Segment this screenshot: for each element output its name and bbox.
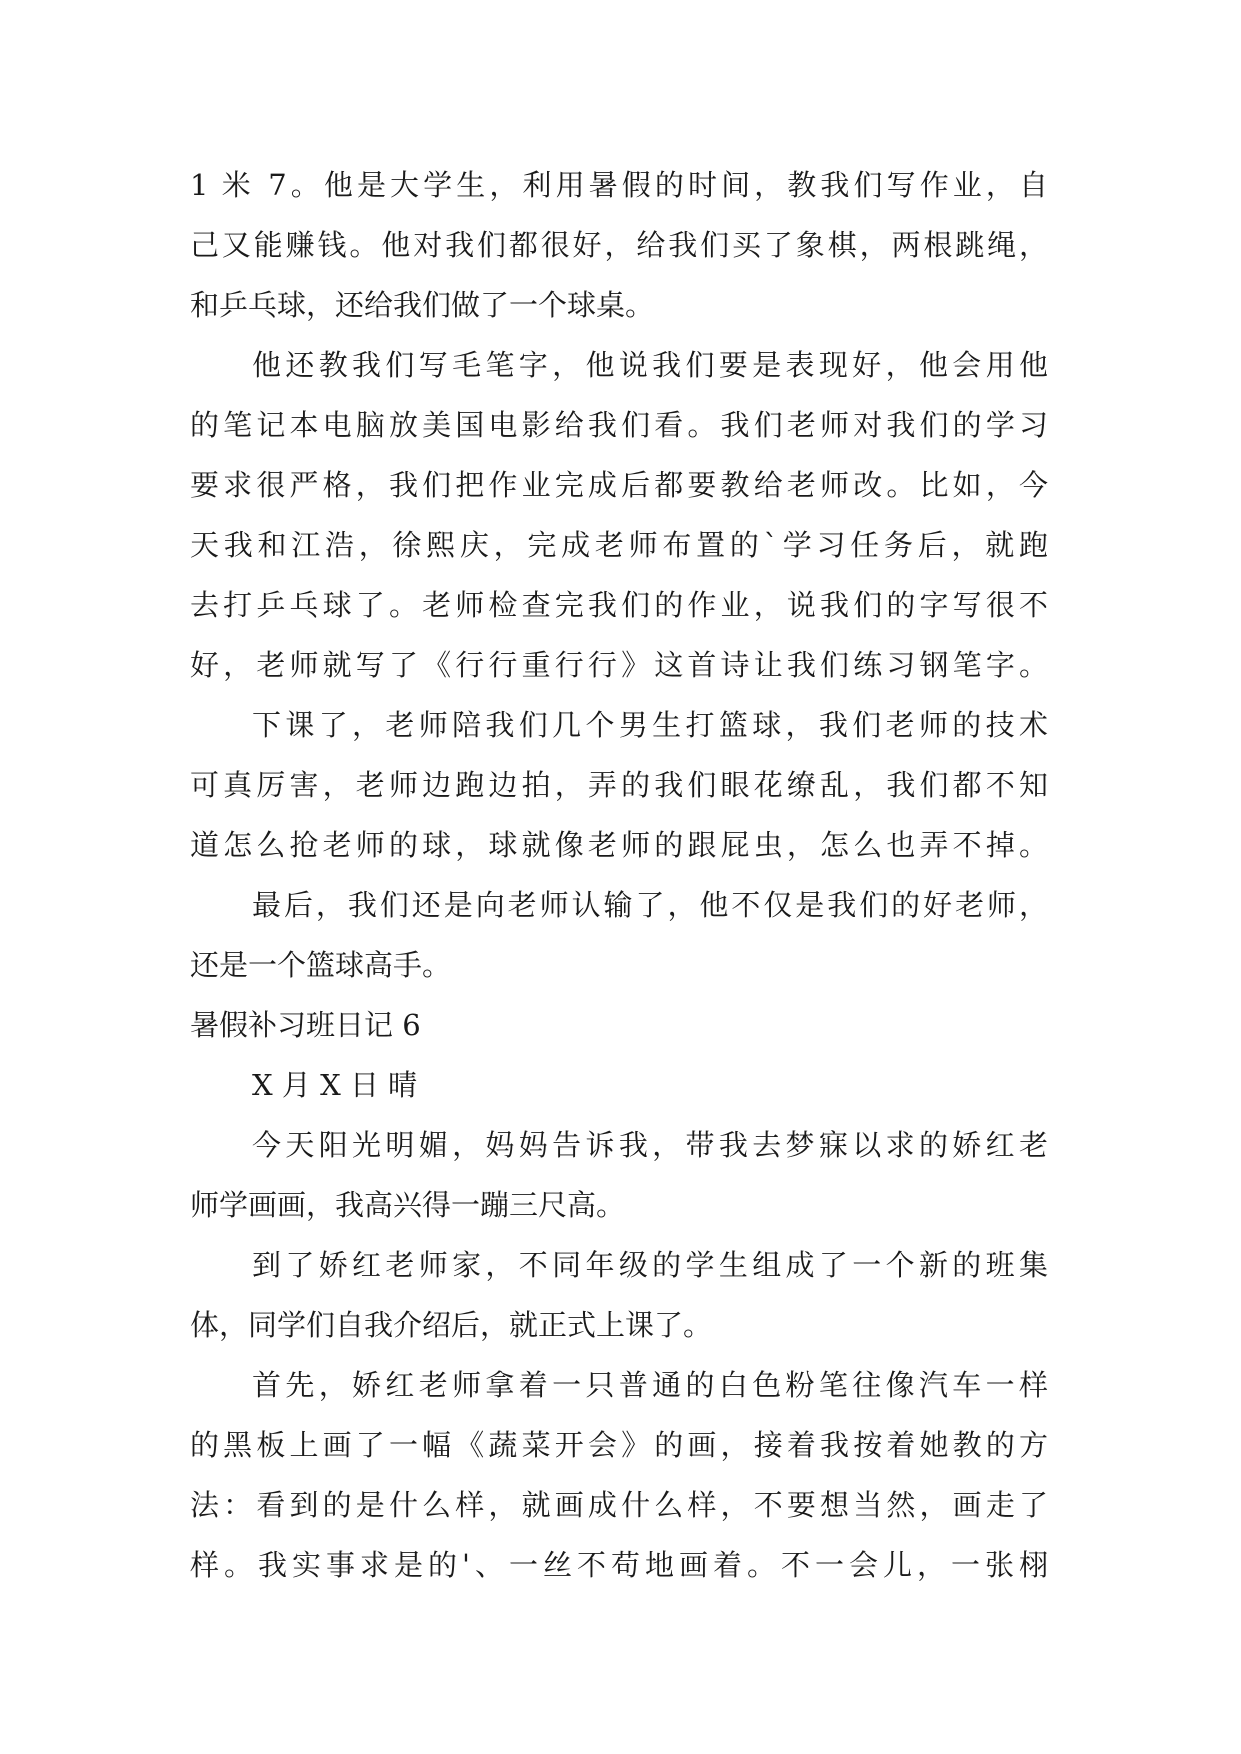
body-line: 1 米 7。他是大学生，利用暑假的时间，教我们写作业，自: [190, 168, 1048, 202]
body-line: 法：看到的是什么样，就画成什么样，不要想当然，画走了: [190, 1488, 1048, 1522]
paragraph-first-line: 下课了，老师陪我们几个男生打篮球，我们老师的技术: [252, 708, 1048, 742]
body-line: 和乒乓球，还给我们做了一个球桌。: [190, 288, 655, 322]
body-line: 要求很严格，我们把作业完成后都要教给老师改。比如，今: [190, 468, 1048, 502]
body-line: 去打乒乓球了。老师检查完我们的作业，说我们的字写很不: [190, 588, 1048, 622]
paragraph-first-line: 到了娇红老师家，不同年级的学生组成了一个新的班集: [252, 1248, 1048, 1282]
body-line: 的黑板上画了一幅《蔬菜开会》的画，接着我按着她教的方: [190, 1428, 1048, 1462]
paragraph-first-line: 今天阳光明媚，妈妈告诉我，带我去梦寐以求的娇红老: [252, 1128, 1048, 1162]
section-heading: 暑假补习班日记 6: [190, 1008, 421, 1042]
paragraph-first-line: 他还教我们写毛笔字，他说我们要是表现好，他会用他: [252, 348, 1048, 382]
body-line: 己又能赚钱。他对我们都很好，给我们买了象棋，两根跳绳，: [190, 228, 1048, 262]
document-body: [190, 155, 1048, 1595]
body-line: 师学画画，我高兴得一蹦三尺高。: [190, 1188, 626, 1222]
body-line: 可真厉害，老师边跑边拍，弄的我们眼花缭乱，我们都不知: [190, 768, 1048, 802]
paragraph-first-line: 最后，我们还是向老师认输了，他不仅是我们的好老师，: [252, 888, 1048, 922]
date-weather-line: X 月 X 日 晴: [252, 1068, 418, 1102]
paragraph-first-line: 首先，娇红老师拿着一只普通的白色粉笔往像汽车一样: [252, 1368, 1048, 1402]
body-line: 还是一个篮球高手。: [190, 948, 452, 982]
body-line: 道怎么抢老师的球，球就像老师的跟屁虫，怎么也弄不掉。: [190, 828, 1048, 862]
body-line: 样。我实事求是的'、一丝不苟地画着。不一会儿，一张栩: [190, 1548, 1048, 1582]
body-line: 天我和江浩，徐熙庆，完成老师布置的`学习任务后，就跑: [190, 528, 1048, 562]
body-line: 的笔记本电脑放美国电影给我们看。我们老师对我们的学习: [190, 408, 1048, 442]
body-line: 好，老师就写了《行行重行行》这首诗让我们练习钢笔字。: [190, 648, 1048, 682]
body-line: 体，同学们自我介绍后，就正式上课了。: [190, 1308, 713, 1342]
